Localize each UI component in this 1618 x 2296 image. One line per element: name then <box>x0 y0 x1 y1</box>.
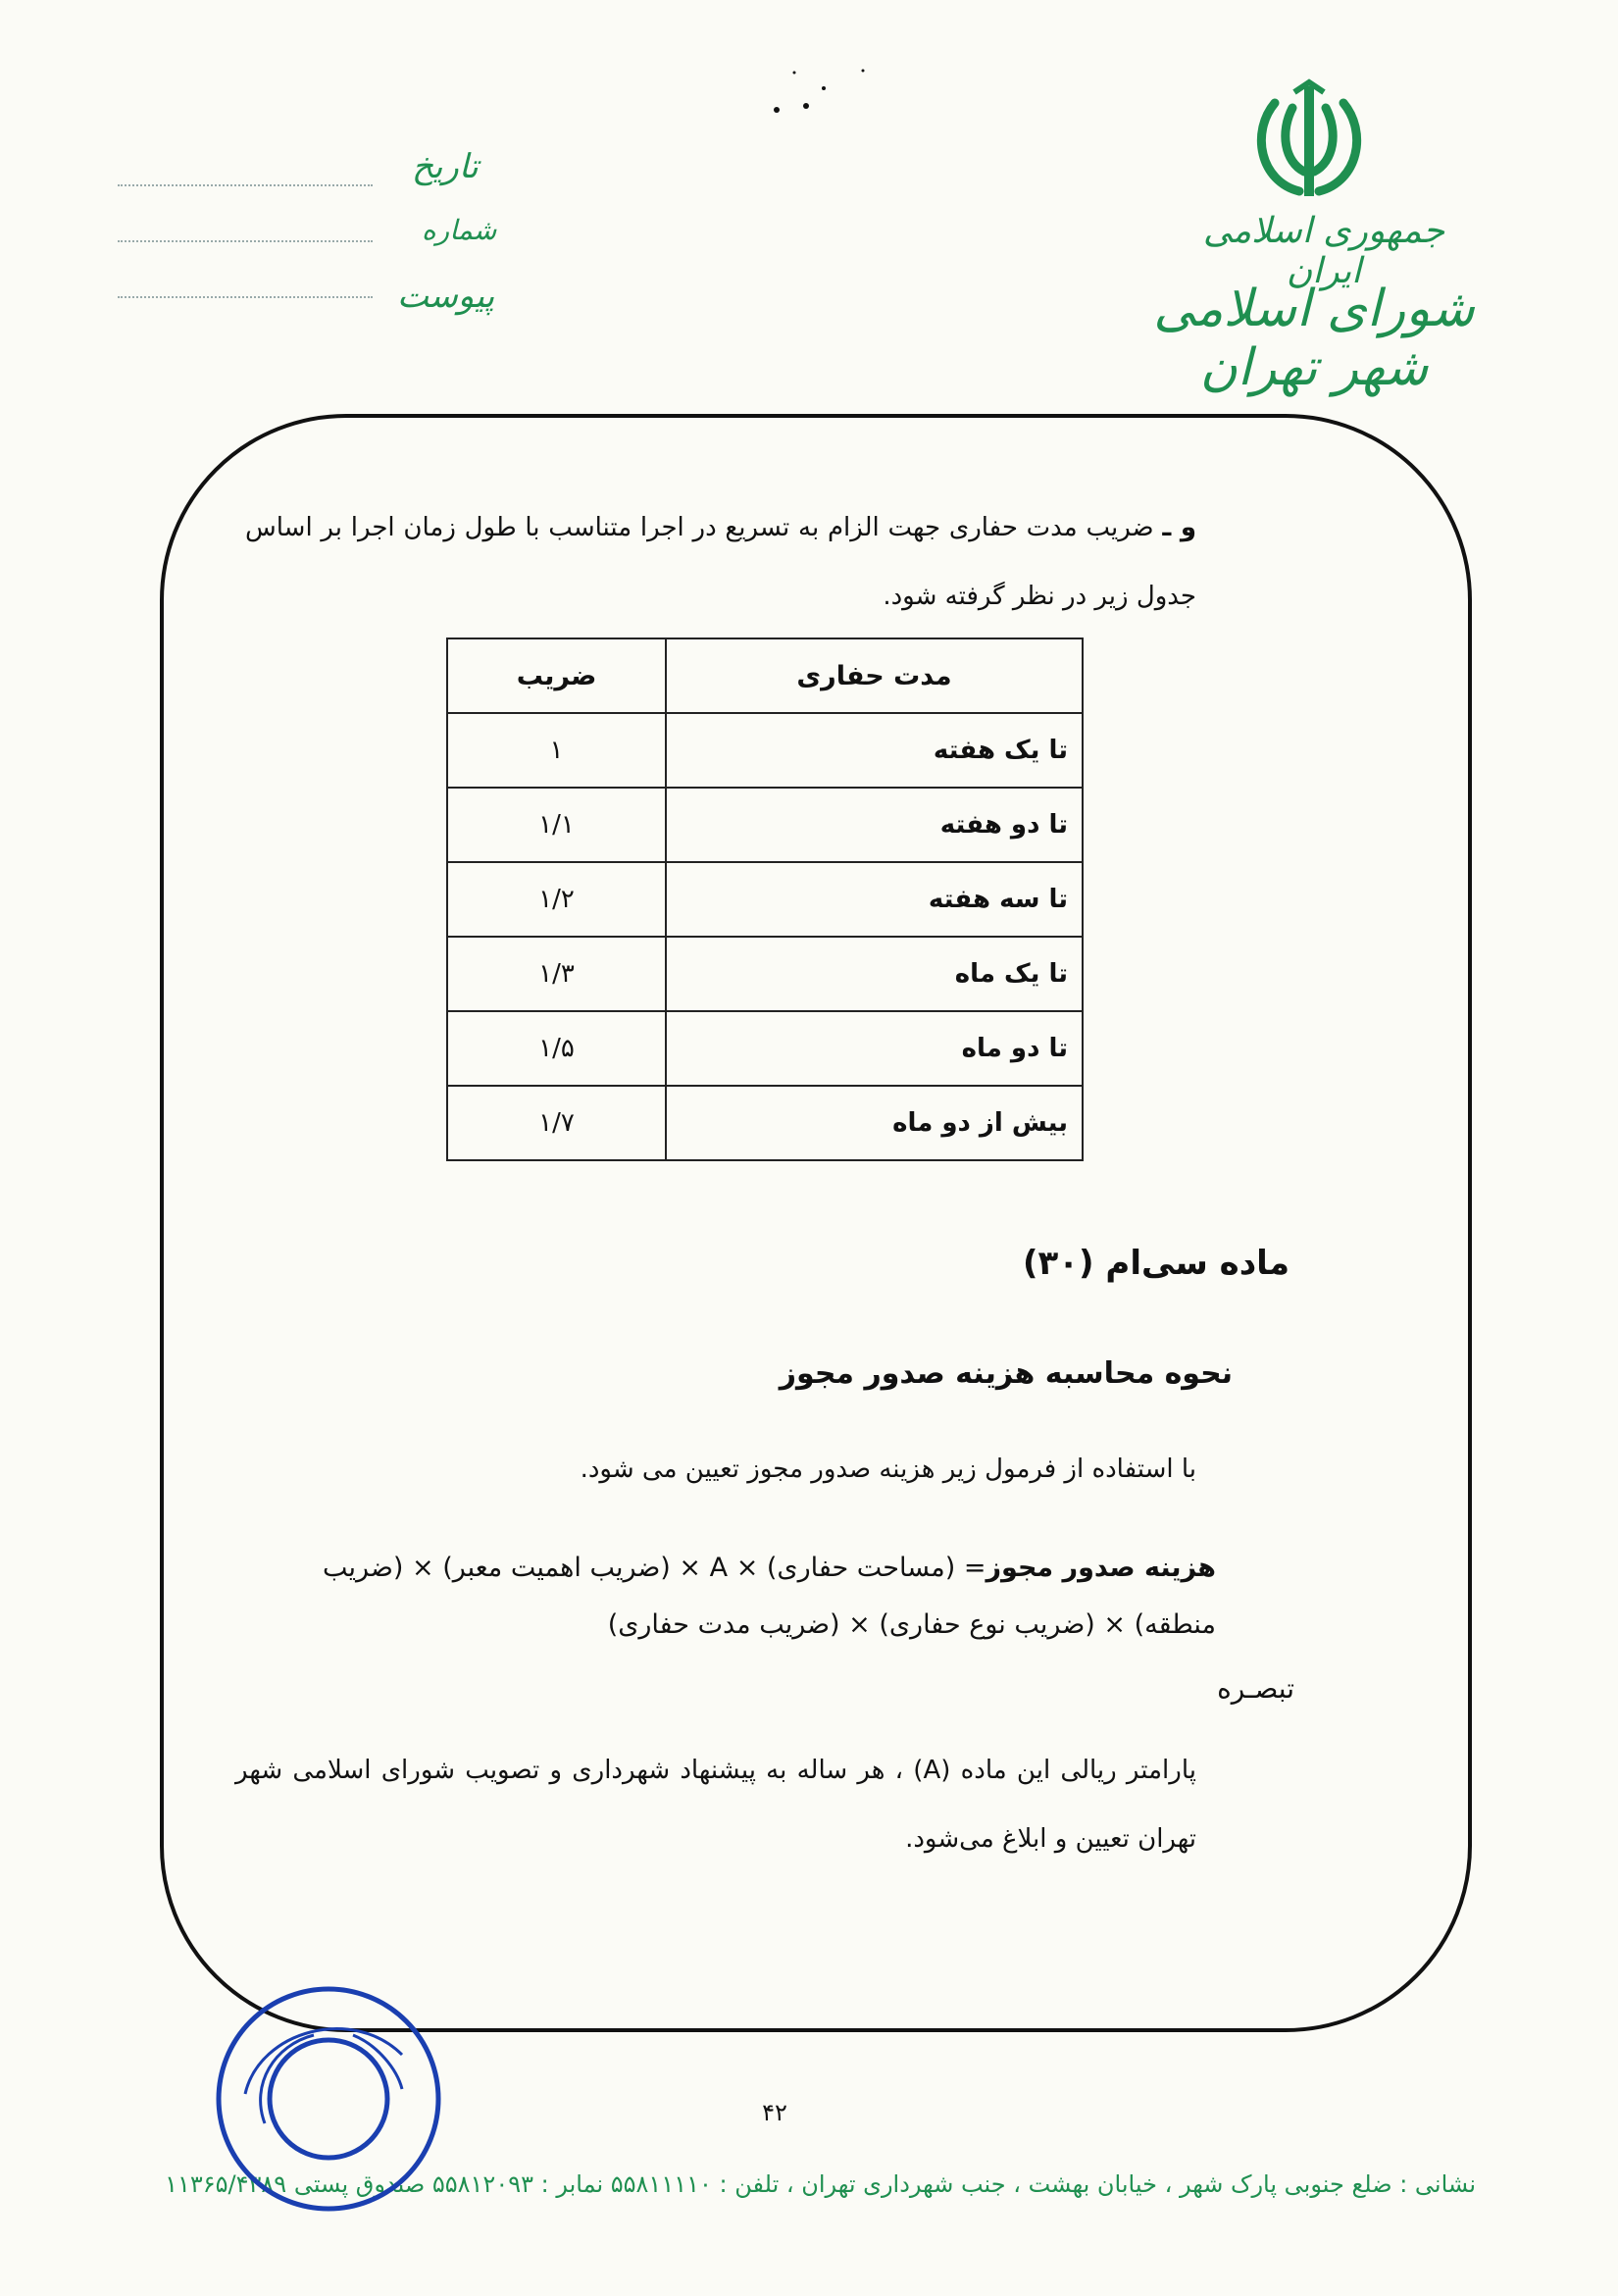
coefficient-cell: ۱/۷ <box>447 1086 666 1160</box>
page-number: ۴۲ <box>762 2099 787 2126</box>
attachment-line <box>118 296 373 298</box>
attachment-label: پیوست <box>397 277 495 316</box>
table-row <box>447 1011 1083 1086</box>
duration-cell: تا سه هفته <box>666 862 1083 937</box>
section-v-text: ضریب مدت حفاری جهت الزام به تسریع در اجرا متناسب با طول زمان اجرا بر اساس جدول زیر در نظر گرفته شود. <box>245 513 1196 611</box>
table-row <box>447 862 1083 937</box>
header-duration: مدت حفاری <box>666 638 1083 713</box>
coefficient-cell: ۱/۳ <box>447 937 666 1011</box>
note-text: پارامتر ریالی این ماده (A) ، هر ساله به پیشنهاد شهرداری و تصویب شورای اسلامی شهر تهران تعیین و ابلاغ می‌شود. <box>235 1756 1196 1854</box>
note-heading: تبصـره <box>1217 1672 1294 1705</box>
duration-cell: تا یک ماه <box>666 937 1083 1011</box>
section-v-paragraph <box>245 493 1196 631</box>
table-row <box>447 937 1083 1011</box>
table-header-row <box>447 638 1083 713</box>
coefficient-cell: ۱/۲ <box>447 862 666 937</box>
council-stamp-icon <box>206 1976 451 2221</box>
article-intro: با استفاده از فرمول زیر هزینه صدور مجوز تعیین می شود. <box>580 1454 1196 1484</box>
footer-address: نشانی : ضلع جنوبی پارک شهر ، خیابان بهشت ، جنب شهرداری تهران ، تلفن : ۵۵۸۱۱۱۱۰ نمابر : ۵۵۸۱۲۰۹۳ صندوق پستی ۱۱۳۶۵/۴۳۸۹ <box>165 2170 1476 2198</box>
number-label: شماره <box>422 214 497 246</box>
section-v-marker: و ـ <box>1162 513 1196 542</box>
duration-coefficient-table <box>446 638 1084 1161</box>
duration-cell: بیش از دو ماه <box>666 1086 1083 1160</box>
council-name: شورای اسلامی شهر تهران <box>1153 280 1475 397</box>
fee-formula <box>235 1540 1216 1654</box>
iran-emblem-icon <box>1245 78 1373 206</box>
number-line <box>118 240 373 242</box>
date-label: تاریخ <box>412 147 479 186</box>
duration-cell: تا دو هفته <box>666 788 1083 862</box>
article-subheading: نحوه محاسبه هزینه صدور مجوز <box>779 1356 1233 1391</box>
coefficient-cell: ۱ <box>447 713 666 788</box>
coefficient-cell: ۱/۵ <box>447 1011 666 1086</box>
scan-specks <box>716 59 912 118</box>
formula-body: = (مساحت حفاری) × A × (ضریب اهمیت معبر) × (ضریب منطقه) × (ضریب نوع حفاری) × (ضریب مدت حفاری) <box>323 1553 1216 1640</box>
table-row <box>447 713 1083 788</box>
duration-cell: تا دو ماه <box>666 1011 1083 1086</box>
header-coefficient: ضریب <box>447 638 666 713</box>
table-row <box>447 1086 1083 1160</box>
country-name: جمهوری اسلامی ایران <box>1202 211 1445 291</box>
article-heading: ماده سی‌ام (۳۰) <box>1022 1244 1289 1283</box>
table-row <box>447 788 1083 862</box>
coefficient-cell: ۱/۱ <box>447 788 666 862</box>
date-line <box>118 184 373 186</box>
formula-label: هزینه صدور مجوز <box>986 1553 1216 1583</box>
duration-cell: تا یک هفته <box>666 713 1083 788</box>
